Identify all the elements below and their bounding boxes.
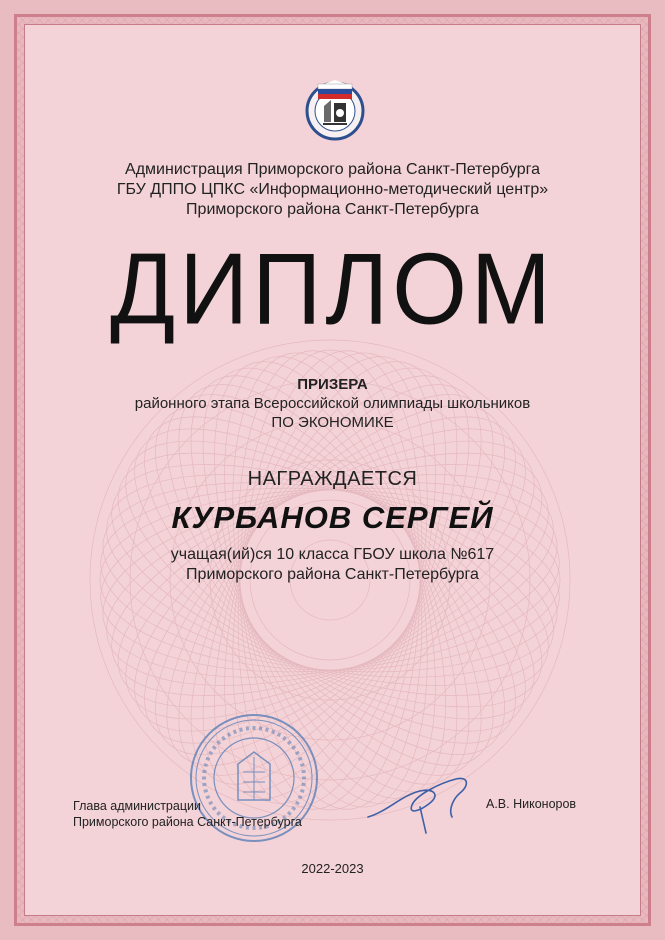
prize-block <box>0 375 665 432</box>
organization-line-3: Приморского района Санкт-Петербурга <box>186 201 479 218</box>
signatory-name: А.В. Никоноров <box>486 797 577 811</box>
signature-icon <box>360 765 480 835</box>
prize-subject: ПО ЭКОНОМИКЕ <box>271 414 394 431</box>
school-block <box>0 545 665 585</box>
organization-block <box>0 160 665 220</box>
signatory-position-line-1: Глава администрации <box>73 799 201 813</box>
organization-line-1: Администрация Приморского района Санкт-Петербурга <box>125 161 540 178</box>
academic-year: 2022-2023 <box>301 861 364 876</box>
school-line-2: Приморского района Санкт-Петербурга <box>186 566 479 583</box>
diploma-title: ДИПЛОМ <box>110 233 555 346</box>
signatory-position <box>73 798 302 830</box>
awarded-label: НАГРАЖДАЕТСЯ <box>247 468 418 490</box>
recipient-name: КУРБАНОВ СЕРГЕЙ <box>171 500 494 535</box>
prize-stage: районного этапа Всероссийской олимпиады школьников <box>134 395 531 412</box>
prize-status: ПРИЗЕРА <box>297 376 368 393</box>
olympiad-emblem-icon <box>296 76 374 142</box>
signatory-position-line-2: Приморского района Санкт-Петербурга <box>73 815 302 829</box>
school-line-1: учащая(ий)ся 10 класса ГБОУ школа №617 <box>170 546 495 563</box>
organization-line-2: ГБУ ДППО ЦПКС «Информационно-методический центр» <box>116 181 549 198</box>
